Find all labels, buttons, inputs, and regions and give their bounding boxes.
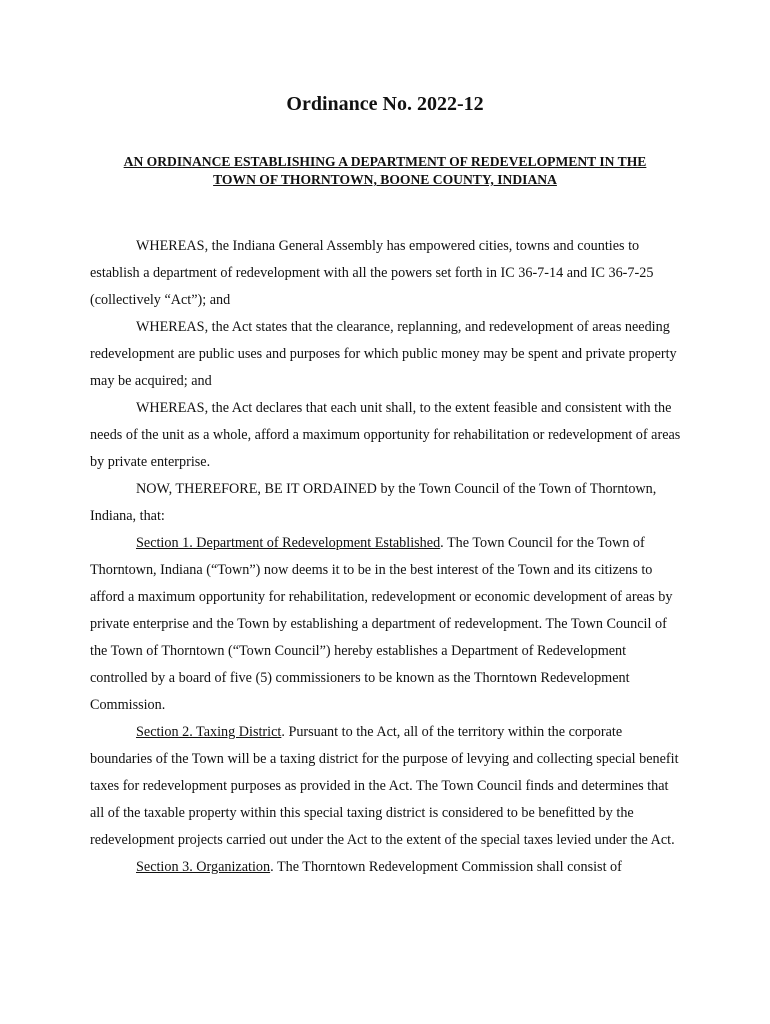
subtitle-line-1: AN ORDINANCE ESTABLISHING A DEPARTMENT OF REDEVELOPMENT IN THE xyxy=(123,154,647,169)
section-1-text: . The Town Council for the Town of Thorntown, Indiana (“Town”) now deems it to be in the best interest of the Town and its citizens to afford a maximum opportunity for rehabilitation, redevelopment or economic development of areas by private enterprise and the Town by establishing a department of redevelopment. The Town Council of the Town of Thorntown (“Town Council”) hereby establishes a Department of Redevelopment controlled by a board of five (5) commissioners to be known as the Thorntown Redevelopment Commission. xyxy=(90,535,673,713)
section-2-paragraph xyxy=(90,719,686,854)
whereas-paragraph-2: WHEREAS, the Act states that the clearance, replanning, and redevelopment of areas needing redevelopment are public uses and purposes for which public money may be spent and private property may be acquired; and xyxy=(90,319,677,389)
whereas-paragraph-3: WHEREAS, the Act declares that each unit shall, to the extent feasible and consistent with the needs of the unit as a whole, afford a maximum opportunity for rehabilitation or redevelopment of areas by private enterprise. xyxy=(90,400,681,470)
section-3-heading: Section 3. Organization xyxy=(136,859,271,875)
ordinance-subtitle xyxy=(90,153,680,189)
whereas-paragraph-1: WHEREAS, the Indiana General Assembly has empowered cities, towns and counties to establish a department of redevelopment with all the powers set forth in IC 36-7-14 and IC 36-7-25 (collectively “Act”); and xyxy=(90,238,654,308)
subtitle-line-2: TOWN OF THORNTOWN, BOONE COUNTY, INDIANA xyxy=(213,172,557,187)
section-3-paragraph xyxy=(90,854,686,881)
section-2-text: . Pursuant to the Act, all of the territory within the corporate boundaries of the Town will be a taxing district for the purpose of levying and collecting special benefit taxes for redevelopment purposes as provided in the Act. The Town Council finds and determines that all of the taxable property within this special taxing district is considered to be benefitted by the redevelopment projects carried out under the Act to the extent of the special taxes levied under the Act. xyxy=(90,724,679,848)
ordained-paragraph: NOW, THEREFORE, BE IT ORDAINED by the Town Council of the Town of Thorntown, Indiana, that: xyxy=(90,481,657,524)
section-3-text: . The Thorntown Redevelopment Commission shall consist of xyxy=(270,859,622,875)
section-1-heading: Section 1. Department of Redevelopment Established xyxy=(136,535,441,551)
ordinance-body xyxy=(90,233,686,881)
section-2-heading: Section 2. Taxing District xyxy=(136,724,282,740)
section-1-paragraph xyxy=(90,530,686,719)
ordinance-title: Ordinance No. 2022-12 xyxy=(286,93,484,115)
